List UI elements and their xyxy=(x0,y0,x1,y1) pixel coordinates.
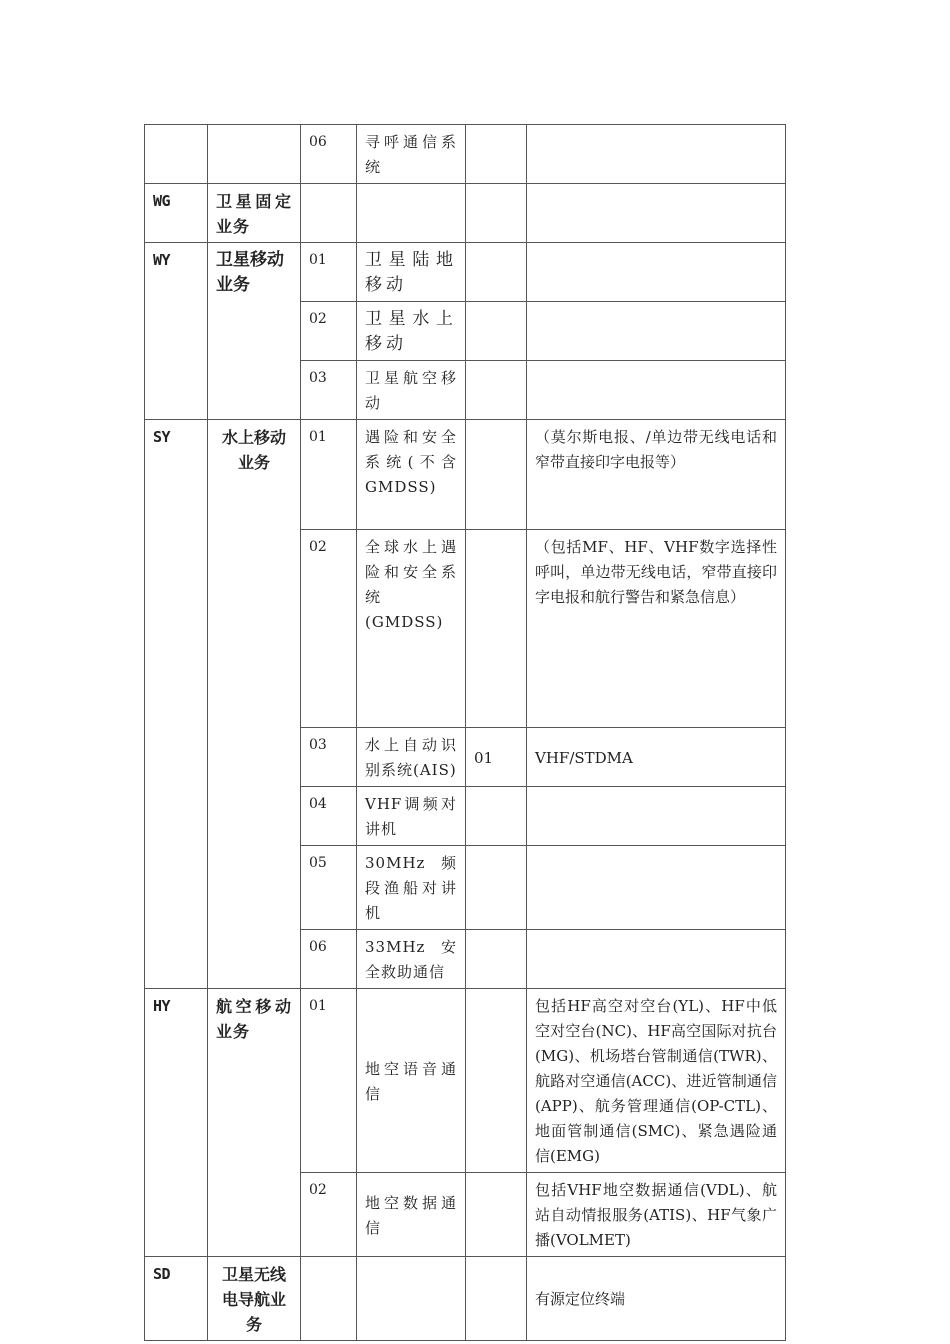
table-row xyxy=(145,243,786,302)
sub-number xyxy=(466,846,527,930)
item-name: 30MHz频段渔船对讲机 xyxy=(357,846,466,930)
description xyxy=(527,846,786,930)
sub-number xyxy=(466,1173,527,1257)
sub-number: 01 xyxy=(466,728,527,787)
code-cell xyxy=(145,125,208,184)
description: （包括MF、HF、VHF数字选择性呼叫，单边带无线电话，窄带直接印字电报和航行警告和紧急信息） xyxy=(527,530,786,728)
table-row xyxy=(145,184,786,243)
service-code: SY xyxy=(145,420,208,989)
item-number: 02 xyxy=(301,530,357,728)
service-name: 水上移动业务 xyxy=(208,420,301,989)
item-number: 04 xyxy=(301,787,357,846)
description xyxy=(527,361,786,420)
item-name: 遇险和安全系统(不含GMDSS) xyxy=(357,420,466,530)
item-name xyxy=(357,184,466,243)
service-name: 卫星固定业务 xyxy=(208,184,301,243)
item-name: 卫星航空移动 xyxy=(357,361,466,420)
item-name: VHF调频对讲机 xyxy=(357,787,466,846)
service-code: HY xyxy=(145,989,208,1257)
service-cell xyxy=(208,125,301,184)
item-number: 01 xyxy=(301,420,357,530)
item-number xyxy=(301,1257,357,1341)
table-row xyxy=(145,989,786,1173)
frequency-service-table xyxy=(144,124,786,1341)
sub-number xyxy=(466,989,527,1173)
description: （莫尔斯电报、/单边带无线电话和窄带直接印字电报等） xyxy=(527,420,786,530)
item-number: 06 xyxy=(301,125,357,184)
item-number: 06 xyxy=(301,930,357,989)
description: 包括HF高空对空台(YL)、HF中低空对空台(NC)、HF高空国际对抗台(MG)、机场塔台管制通信(TWR)、航路对空通信(ACC)、进近管制通信(APP)、航务管理通信(OP-CTL)、地面管制通信(SMC)、紧急遇险通信(EMG) xyxy=(527,989,786,1173)
item-number: 02 xyxy=(301,302,357,361)
sub-number xyxy=(466,787,527,846)
description xyxy=(527,302,786,361)
item-name: 全球水上遇险和安全系统(GMDSS) xyxy=(357,530,466,728)
description: VHF/STDMA xyxy=(527,728,786,787)
service-code: WY xyxy=(145,243,208,420)
sub-number xyxy=(466,530,527,728)
sub-number xyxy=(466,302,527,361)
item-name: 33MHz安全救助通信 xyxy=(357,930,466,989)
description xyxy=(527,125,786,184)
service-code: SD xyxy=(145,1257,208,1341)
item-name: 卫星水上移动 xyxy=(357,302,466,361)
item-number: 01 xyxy=(301,243,357,302)
service-name: 航空移动业务 xyxy=(208,989,301,1257)
item-name: 寻呼通信系统 xyxy=(357,125,466,184)
service-name: 卫星移动业务 xyxy=(208,243,301,420)
item-number xyxy=(301,184,357,243)
description xyxy=(527,930,786,989)
item-number: 02 xyxy=(301,1173,357,1257)
item-name: 卫星陆地移动 xyxy=(357,243,466,302)
description xyxy=(527,184,786,243)
sub-number xyxy=(466,184,527,243)
table-row xyxy=(145,1257,786,1341)
item-name: 地空语音通信 xyxy=(357,989,466,1173)
table-row xyxy=(145,125,786,184)
table-row xyxy=(145,420,786,530)
sub-number xyxy=(466,420,527,530)
sub-number xyxy=(466,930,527,989)
item-name: 水上自动识别系统(AIS) xyxy=(357,728,466,787)
sub-number xyxy=(466,125,527,184)
sub-number xyxy=(466,1257,527,1341)
item-number: 05 xyxy=(301,846,357,930)
item-number: 03 xyxy=(301,361,357,420)
service-code: WG xyxy=(145,184,208,243)
service-name: 卫星无线电导航业务 xyxy=(208,1257,301,1341)
item-number: 01 xyxy=(301,989,357,1173)
description xyxy=(527,787,786,846)
sub-number xyxy=(466,361,527,420)
sub-number xyxy=(466,243,527,302)
item-name: 地空数据通信 xyxy=(357,1173,466,1257)
item-number: 03 xyxy=(301,728,357,787)
item-name xyxy=(357,1257,466,1341)
description: 有源定位终端 xyxy=(527,1257,786,1341)
description: 包括VHF地空数据通信(VDL)、航站自动情报服务(ATIS)、HF气象广播(VOLMET) xyxy=(527,1173,786,1257)
description xyxy=(527,243,786,302)
